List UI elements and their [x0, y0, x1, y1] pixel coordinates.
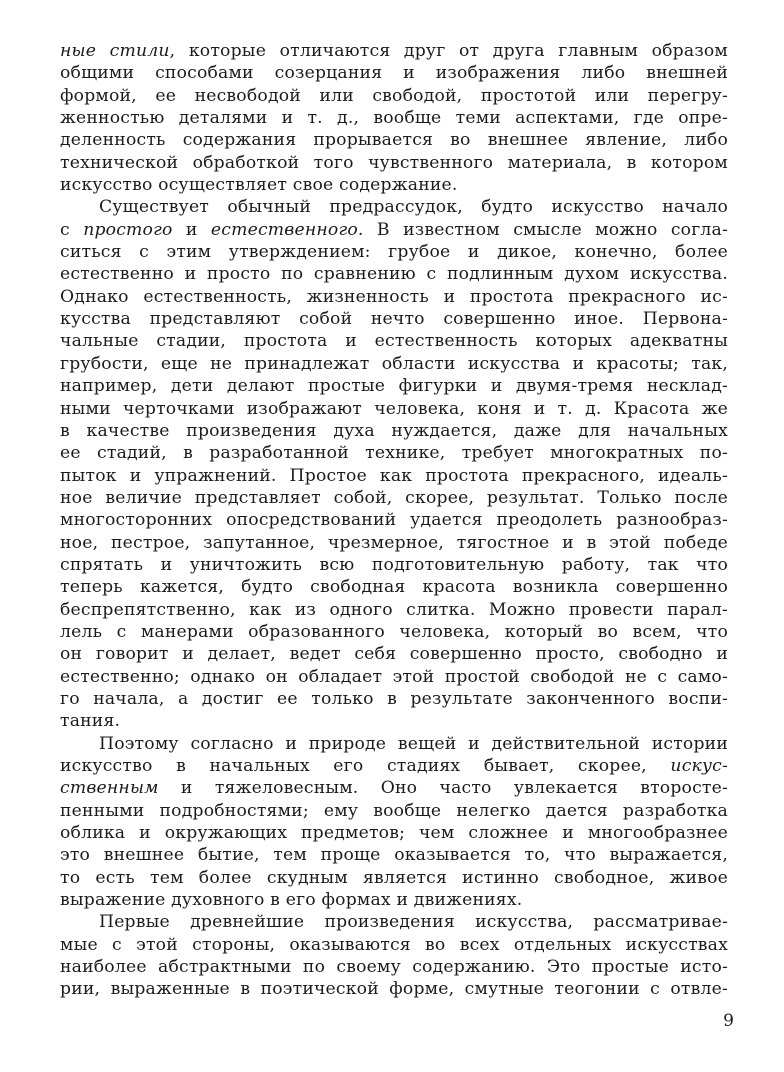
text-line — [60, 375, 728, 397]
text-line — [60, 353, 728, 375]
text-run: деленность содержания прорывается во внешнее явление, либо — [60, 130, 728, 151]
text-run: Существует обычный предрассудок, будто искусство начало — [99, 197, 728, 218]
text-run: он говорит и делает, ведет себя совершенно просто, свободно и — [60, 644, 728, 665]
text-run: ное, пестрое, запутанное, чрезмерное, тягостное и в этой победе — [60, 532, 728, 553]
text-run: Однако естественность, жизненность и простота прекрасного ис- — [60, 286, 728, 307]
text-run: ситься с этим утверждением: грубое и дикое, конечно, более — [60, 242, 728, 263]
text-line — [60, 532, 728, 554]
text-line — [60, 398, 728, 420]
italic-run: ственным — [60, 778, 159, 799]
text-run: общими способами созерцания и изображения либо внешней — [60, 63, 728, 84]
paragraph — [60, 196, 728, 732]
text-run: с — [60, 219, 84, 240]
text-run: женностью деталями и т. д., вообще теми аспектами, где опре- — [60, 108, 728, 129]
text-line — [60, 867, 728, 889]
text-line — [60, 40, 728, 62]
text-run: например, дети делают простые фигурки и двумя-тремя несклад- — [60, 376, 728, 397]
text-run: беспрепятственно, как из одного слитка. Можно провести парал- — [60, 599, 728, 620]
text-run: ными черточками изображают человека, коня и т. д. Красота же — [60, 398, 728, 419]
text-run: теперь кажется, будто свободная красота возникла совершенно — [60, 577, 728, 598]
text-run: и тяжеловесным. Оно часто увлекается второсте- — [158, 778, 728, 799]
text-run: пенными подробностями; ему вообще нелегко дается разработка — [60, 800, 728, 821]
text-line — [60, 621, 728, 643]
text-line — [60, 576, 728, 598]
text-run: это внешнее бытие, тем проще оказывается то, что выражается, — [60, 845, 728, 866]
text-run: то есть тем более скудным является истинно свободное, живое — [60, 867, 728, 888]
body-text — [60, 40, 728, 1001]
text-run: естественно и просто по сравнению с подлинным духом искусства. — [60, 264, 728, 285]
text-line — [60, 733, 728, 755]
text-line — [60, 152, 728, 174]
text-run: лель с манерами образованного человека, который во всем, что — [60, 621, 728, 642]
text-line — [60, 196, 728, 218]
italic-run: искус- — [670, 756, 728, 776]
text-run: наиболее абстрактными по своему содержанию. Это простые исто- — [60, 957, 728, 978]
text-run: формой, ее несвободой или свободой, простотой или перегру- — [60, 85, 728, 106]
text-run: многосторонних опосредствований удается преодолеть разнообраз- — [60, 510, 728, 531]
text-run: кусства представляют собой нечто совершенно иное. Первона- — [60, 309, 728, 330]
text-run: Первые древнейшие произведения искусства, рассматривае- — [99, 912, 728, 933]
text-line — [60, 85, 728, 107]
text-line — [60, 800, 728, 822]
text-run: и — [172, 219, 211, 240]
text-line — [60, 688, 728, 710]
text-line — [60, 62, 728, 84]
text-run: пыток и упражнений. Простое как простота прекрасного, идеаль- — [60, 465, 728, 486]
text-run: тания. — [60, 711, 121, 732]
text-line — [60, 844, 728, 866]
text-line — [60, 889, 728, 911]
text-run: искусство осуществляет свое содержание. — [60, 175, 458, 196]
text-line — [60, 978, 728, 1000]
text-run: грубости, еще не принадлежат области искусства и красоты; так, — [60, 353, 728, 374]
text-line — [60, 442, 728, 464]
text-run: технической обработкой того чувственного материала, в котором — [60, 152, 728, 173]
paragraph — [60, 40, 728, 196]
text-line — [60, 286, 728, 308]
text-run: ее стадий, в разработанной технике, требует многократных по- — [60, 443, 728, 464]
text-line — [60, 465, 728, 487]
text-line — [60, 911, 728, 933]
text-line — [60, 643, 728, 665]
text-run: в качестве произведения духа нуждается, даже для начальных — [60, 420, 728, 441]
text-line — [60, 308, 728, 330]
text-run: рии, выраженные в поэтической форме, смутные теогонии с отвле- — [60, 979, 728, 1000]
text-line — [60, 263, 728, 285]
text-line — [60, 755, 728, 777]
text-run: выражение духовного в его формах и движениях. — [60, 890, 523, 911]
text-line — [60, 956, 728, 978]
text-line — [60, 822, 728, 844]
text-line — [60, 219, 728, 241]
text-line — [60, 420, 728, 442]
text-run: облика и окружающих предметов; чем сложнее и многообразнее — [60, 823, 728, 844]
text-run: , которые отличаются друг от друга главным образом — [169, 41, 729, 61]
text-run: го начала, а достиг ее только в результате законченного воспи- — [60, 688, 728, 709]
text-line — [60, 330, 728, 352]
text-run: . В известном смысле можно согла- — [357, 219, 729, 240]
text-run: искусство в начальных его стадиях бывает, скорее, — [60, 756, 671, 776]
text-run: мые с этой стороны, оказываются во всех отдельных искусствах — [60, 934, 728, 955]
text-line — [60, 554, 728, 576]
text-run: естественно; однако он обладает этой простой свободой не с само- — [60, 666, 728, 687]
text-line — [60, 599, 728, 621]
text-line — [60, 710, 728, 732]
text-run: Поэтому согласно и природе вещей и действительной истории — [99, 733, 728, 754]
text-line — [60, 241, 728, 263]
text-line — [60, 487, 728, 509]
text-run: ное величие представляет собой, скорее, результат. Только после — [60, 487, 728, 508]
paragraph — [60, 911, 728, 1000]
italic-run: естественного — [210, 219, 358, 240]
text-line — [60, 107, 728, 129]
text-run: чальные стадии, простота и естественность которых адекватны — [60, 331, 728, 352]
text-line — [60, 174, 728, 196]
text-line — [60, 509, 728, 531]
text-line — [60, 777, 728, 799]
italic-run: ные стили — [60, 41, 170, 61]
paragraph — [60, 733, 728, 912]
text-line — [60, 934, 728, 956]
text-line — [60, 129, 728, 151]
italic-run: простого — [83, 219, 173, 240]
page-number: 9 — [723, 1011, 734, 1031]
text-run: спрятать и уничтожить всю подготовительную работу, так что — [60, 554, 728, 575]
text-line — [60, 666, 728, 688]
